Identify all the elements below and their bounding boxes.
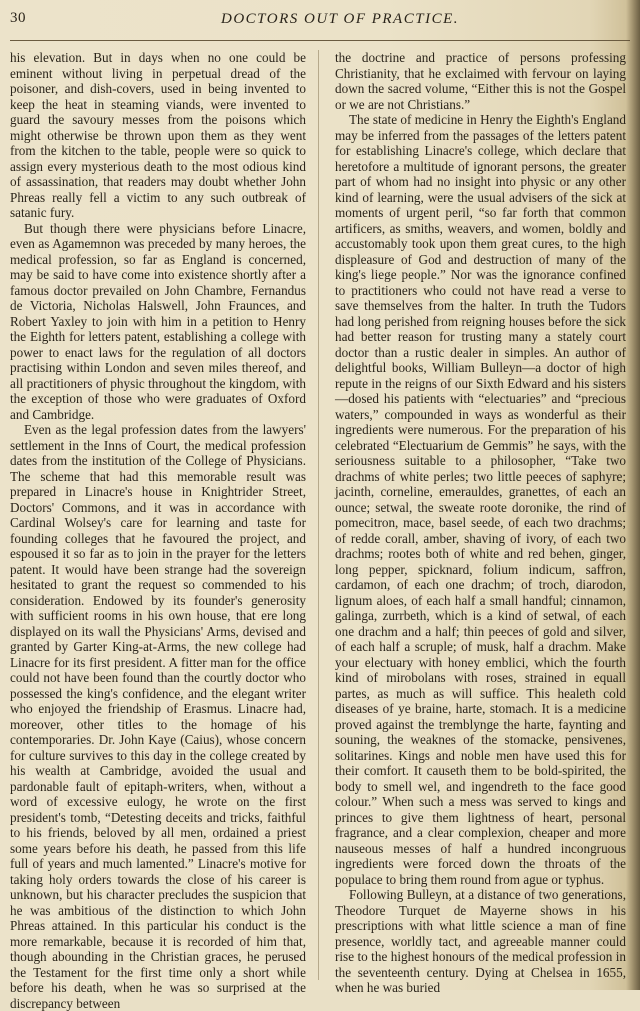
left-column — [10, 50, 306, 1011]
page-spine-shadow — [626, 0, 640, 990]
paragraph: his elevation. But in days when no one could be eminent without living in perpetual dread of the poisoner, and dish-covers, used in being invented to keep the heat in steaming viands, were invented to guard the savoury messes from the poisons which might otherwise be thrown upon them as they went from the kitchen to the table, people were so quick to assign every mysterious death to the most odious kind of assassination, that readers may doubt whether John Phreas really fell a victim to any such outbreak of satanic fury. — [10, 50, 306, 220]
running-head: DOCTORS OUT OF PRACTICE. — [221, 11, 459, 27]
paragraph: But though there were physicians before Linacre, even as Agamemnon was preceded by many heroes, the medical profession, so far as England is concerned, may be said to have come into existence shortly after a famous doctor prevailed on John Chambre, Fernandus de Victoria, Nicholas Halswell, John Fraunces, and Robert Yaxley to join with him in a petition to Henry the Eighth for letters patent, establishing a college with power to enact laws for the regulation of all doctors practising within London and seven miles thereof, and all practitioners of physic throughout the kingdom, with the exception of those who were graduates of Oxford and Cambridge. — [10, 220, 306, 422]
header-rule — [10, 40, 630, 41]
paragraph: Even as the legal profession dates from the lawyers' settlement in the Inns of Court, the medical profession dates from the institution of the College of Physicians. The scheme that had this memorable result was prepared in Linacre's house in Knightrider Street, Doctors' Commons, and it was in accordance with Cardinal Wolsey's care for learning and taste for founding colleges that he favoured the project, and espoused it so far as to join in the prayer for the letters patent. It would have been strange had the sovereign hesitated to grant the request so commended to his consideration. Endowed by its founder's generosity with sufficient rooms in his own house, that ere long displayed on its wall the Physicians' Arms, devised and granted by Garter King-at-Arms, the new college had Linacre for its first president. A fitter man for the office could not have been found than the courtly doctor who possessed the king's confidence, and the elegant writer who enjoyed the friendship of Erasmus. Linacre had, moreover, other titles to the homage of his contemporaries. Dr. John Kaye (Caius), whose concern for culture survives to this day in the college created by his wealth at Cambridge, avoided the usual and pardonable fault of epitaph-writers, when, without a word of excessive eulogy, he wrote on the first president's tomb, “Detesting deceits and tricks, faithful to his friends, beloved by all men, ordained a priest some years before his death, he passed from this life full of years and much lamented.” Linacre's motive for taking holy orders towards the close of his career is unknown, but his character precludes the suspicion that he was ambitious of the distinction to which John Phreas attained. In this particular his conduct is the more remarkable, because it is recorded of him that, though abounding in the Christian graces, he perused the Testament for the first time only a short while before his death, when he was so surprised at the discrepancy between — [10, 422, 306, 1011]
paragraph: the doctrine and practice of persons professing Christianity, that he exclaimed with fervour on laying down the sacred volume, “Either this is not the Gospel or we are not Christians.” — [335, 50, 626, 112]
paragraph: The state of medicine in Henry the Eighth's England may be inferred from the passages of the letters patent for establishing Linacre's college, which declare that heretofore a multitude of ignorant persons, the greater part of whom had no insight into physic or any other kind of learning, were the usual advisers of the sick at moments of urgent peril, “so far forth that common artificers, as smiths, weavers, and women, boldly and accustomably took upon them great cures, to the high displeasure of God and destruction of many of the king's liege people.” Nor was the ignorance confined to practitioners who could not have read a verse to save themselves from the halter. In truth the Tudors had long perished from reigning houses before the sick had better reason for trusting many a stately court doctor than a rustic dealer in simples. An author of delightful books, William Bulleyn—a doctor of high repute in the reigns of our Sixth Edward and his sisters—dosed his patients with “electuaries” and “precious waters,” compounded in ways as wonderful as their ingredients were numerous. For the preparation of his celebrated “Electuarium de Gemmis” he says, with the seriousness suitable to a philosopher, “Take two drachms of white perles; two little peeces of saphyre; jacinth, corneline, emerauldes, granettes, of each an ounce; setwal, the sweate roote doronike, the rind of pomecitron, mace, basel seede, of each two drachms; of redde corall, amber, shaving of ivory, of each two drachms; rootes both of white and red behen, ginger, long pepper, spicknard, folium indicum, saffron, cardamon, of each one drachm; of troch, diarodon, lignum aloes, of each half a small handful; cinnamon, galinga, zurrbeth, which is a kind of setwal, of each one drachm and a half; thin peeces of gold and silver, of each half a scruple; of musk, half a drachm. Make your electuary with honey emblici, which the fourth kind of mirobolans with roses, strained in equall partes, as much as will suffice. This healeth cold diseases of ye braine, harte, stomach. It is a medicine proved against the tremblynge the harte, faynting and souning, the weaknes of the stomacke, pensivenes, solitarines. Kings and noble men have used this for their comfort. It causeth them to be bold-spirited, the body to smell wel, and ingendreth to the face good colour.” When such a mess was served to kings and princes to give them lightness of heart, personal fragrance, and a clear complexion, cheaper and more nauseous messes of half a hundred incongruous ingredients were forced down the throats of the populace to bring them round from ague or typhus. — [335, 112, 626, 887]
right-column — [335, 50, 626, 995]
column-gutter — [318, 50, 319, 980]
page-header — [10, 8, 630, 34]
page-number: 30 — [10, 10, 26, 26]
paragraph: Following Bulleyn, at a distance of two generations, Theodore Turquet de Mayerne shows in his prescriptions with what little science a man of fine presence, worldly tact, and agreeable manner could rise to the highest honours of the medical profession in the seventeenth century. Dying at Chelsea in 1655, when he was buried — [335, 887, 626, 995]
